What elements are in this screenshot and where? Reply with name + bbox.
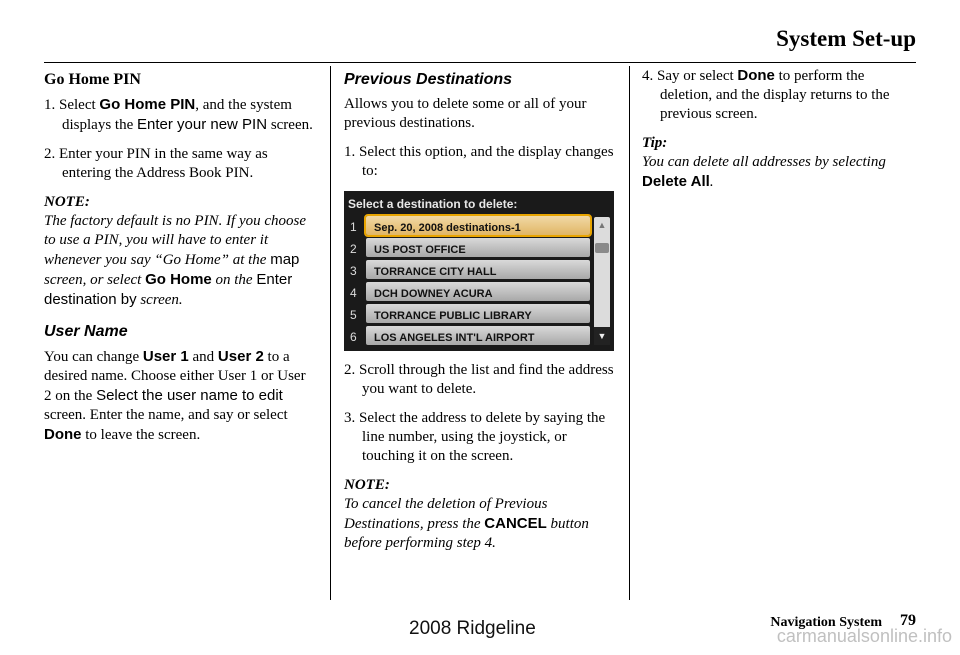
prev-note: NOTE: To cancel the deletion of Previous Destinations, press the CANCEL button before performing step 4. <box>344 477 589 551</box>
ui-term: Done <box>44 426 82 443</box>
destination-row[interactable]: 1 Sep. 20, 2008 destinations-1 <box>344 216 592 235</box>
column-divider-2 <box>629 66 630 600</box>
column-3 <box>642 66 916 204</box>
ui-term: Delete All <box>642 173 710 190</box>
scroll-thumb[interactable] <box>595 243 609 253</box>
go-home-pin-heading: Go Home PIN <box>44 71 141 88</box>
tip: Tip: You can delete all addresses by selecting Delete All. <box>642 135 886 190</box>
scrollbar[interactable] <box>594 217 610 345</box>
screen-title: Select a destination to delete: <box>348 197 518 211</box>
ui-term: User 1 <box>142 348 189 365</box>
ui-term: Go Home PIN <box>99 96 196 113</box>
destination-row[interactable]: 5 TORRANCE PUBLIC LIBRARY <box>344 304 592 323</box>
go-home-step-1: 1. Select Go Home PIN, and the system displays the Enter your new PIN screen. <box>44 96 313 133</box>
column-2 <box>344 66 616 565</box>
user-name-paragraph: You can change User 1 and User 2 to a desired name. Choose either User 1 or User 2 on the Select the user name to edit screen. Enter the name, and say or select Done to leave the screen. <box>44 348 306 443</box>
ui-term: CANCEL <box>484 515 547 532</box>
prev-step-3: 3. Select the address to delete by saying the line number, using the joystick, or touching it on the screen. <box>344 410 606 464</box>
go-home-step-2: 2. Enter your PIN in the same way as entering the Address Book PIN. <box>44 146 268 181</box>
destination-row[interactable]: 6 LOS ANGELES INT'L AIRPORT <box>344 326 592 345</box>
column-divider-1 <box>330 66 331 600</box>
footer-label: Navigation System <box>770 615 882 630</box>
prev-step-1: 1. Select this option, and the display changes to: <box>344 144 614 179</box>
ui-term: Select the user name to edit <box>96 387 283 404</box>
ui-term: Enter destination by <box>44 271 293 308</box>
destination-row[interactable]: 4 DCH DOWNEY ACURA <box>344 282 592 301</box>
page-number: 79 <box>900 612 916 629</box>
prev-step-4: 4. Say or select Done to perform the deletion, and the display returns to the previous screen. <box>642 67 890 122</box>
destination-row[interactable]: 2 US POST OFFICE <box>344 238 592 257</box>
scroll-down-arrow-icon[interactable]: ▼ <box>594 327 610 345</box>
go-home-note: NOTE: The factory default is no PIN. If you choose to use a PIN, you will have to enter it whenever you say “Go Home” at the map screen, or select Go Home on the Enter destination by screen. <box>44 194 307 308</box>
delete-destination-screen <box>344 191 614 351</box>
prev-step-2: 2. Scroll through the list and find the address you want to delete. <box>344 362 614 397</box>
column-1 <box>44 66 316 455</box>
previous-destinations-heading: Previous Destinations <box>344 71 513 88</box>
ui-term: Enter your new PIN <box>137 116 268 133</box>
ui-term: User 2 <box>217 348 264 365</box>
page-header-title: System Set-up <box>776 26 916 51</box>
previous-destinations-intro: Allows you to delete some or all of your previous destinations. <box>344 96 587 131</box>
header-rule <box>44 62 916 63</box>
user-name-heading: User Name <box>44 323 128 340</box>
scroll-up-arrow-icon[interactable]: ▲ <box>597 220 607 230</box>
ui-term: Done <box>737 67 775 84</box>
ui-term: map <box>270 251 300 268</box>
model-watermark: 2008 Ridgeline <box>409 618 536 639</box>
source-watermark: carmanualsonline.info <box>776 626 952 646</box>
destination-row[interactable]: 3 TORRANCE CITY HALL <box>344 260 592 279</box>
ui-term: Go Home <box>145 271 212 288</box>
